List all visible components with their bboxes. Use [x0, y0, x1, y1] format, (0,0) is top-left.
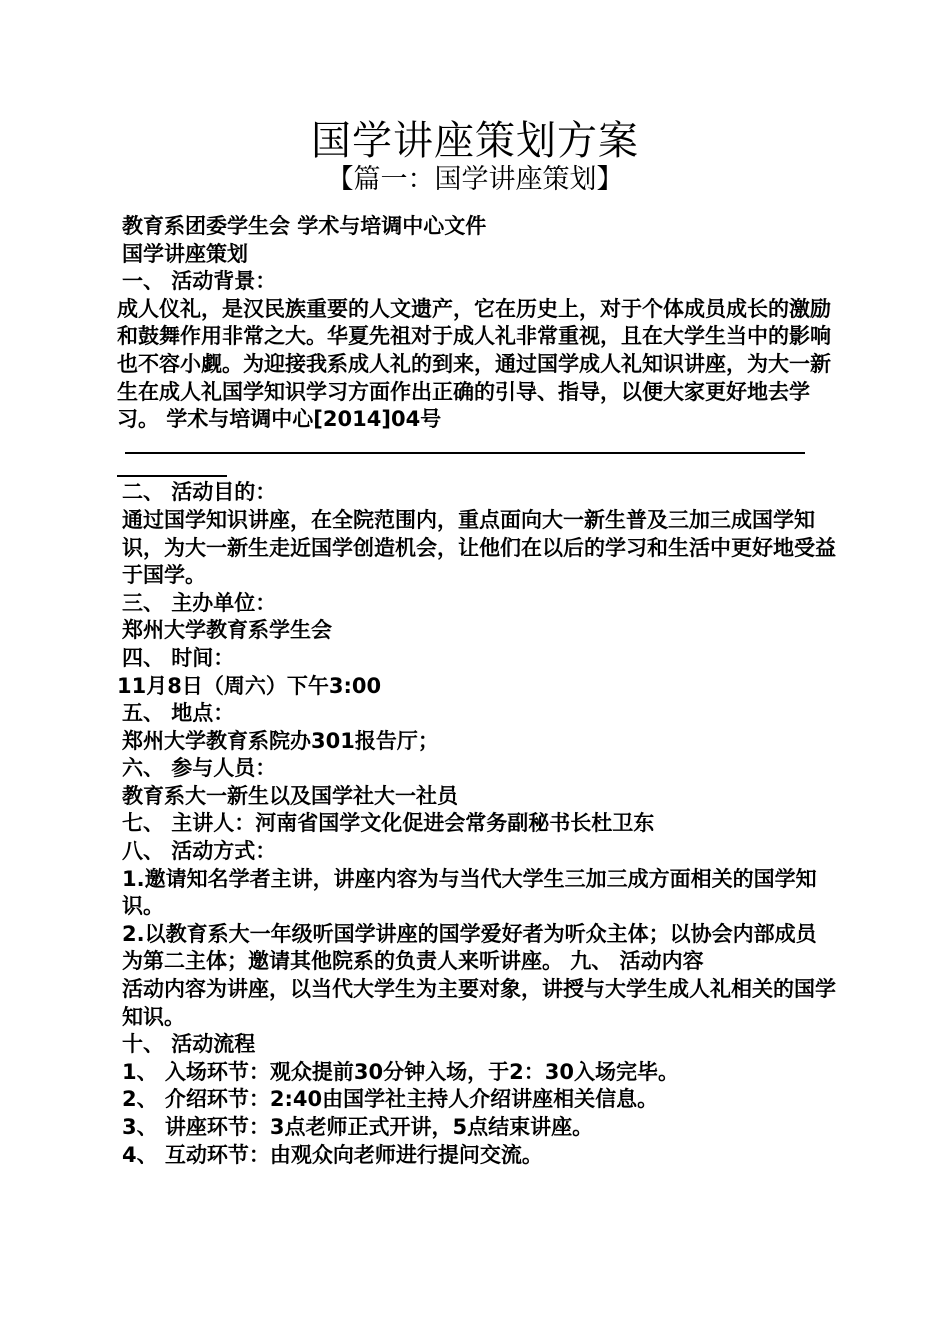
- background-text: 成人仪礼，是汉民族重要的人文遗产，它在历史上，对于个体成员成长的激励和鼓舞作用非常之大。华夏先祖对于成人礼非常重视，且在大学生当中的影响也不容小觑。为迎接我系成人礼的到来，通过国学成人礼知识讲座，为大一新生在成人礼国学知识学习方面作出正确的引导、指导，以便大家更好地去学习。 学术与培调中心[2014]04号: [117, 296, 831, 432]
- section-text-1: [117, 296, 837, 462]
- method-item-1: 1.邀请知名学者主讲，讲座内容为与当代大学生三加三成方面相关的国学知识。: [122, 866, 817, 919]
- section-heading-3: 三、 主办单位：: [122, 590, 277, 615]
- process-step-2: 2、 介绍环节：2:40由国学社主持人介绍讲座相关信息。: [122, 1087, 659, 1112]
- section-text-5: 郑州大学教育系院办301报告厅；: [122, 728, 439, 753]
- section-heading-5: 五、 地点：: [122, 701, 235, 726]
- underline-rule-short: [117, 461, 227, 477]
- section-heading-10: 十、 活动流程: [122, 1032, 256, 1057]
- document-body: [117, 213, 837, 1169]
- section-text-6: 教育系大一新生以及国学社大一社员: [122, 783, 458, 808]
- process-step-4: 4、 互动环节：由观众向老师进行提问交流。: [122, 1142, 543, 1167]
- process-step-1: 1、 入场环节：观众提前30分钟入场，于2：30入场完毕。: [122, 1059, 679, 1084]
- underline-rule: [125, 438, 805, 454]
- section-text-3: 郑州大学教育系学生会: [122, 618, 332, 643]
- section-heading-7: 七、 主讲人：河南省国学文化促进会常务副秘书长杜卫东: [122, 811, 655, 836]
- section-text-9: 活动内容为讲座，以当代大学生为主要对象，讲授与大学生成人礼相关的国学知识。: [122, 977, 836, 1029]
- doc-name: 国学讲座策划: [122, 241, 248, 266]
- method-item-2: 2.以教育系大一年级听国学讲座的国学爱好者为听众主体；以协会内部成员为第二主体；邀请其他院系的负责人来听讲座。 九、 活动内容: [122, 921, 817, 974]
- document-title: 国学讲座策划方案: [311, 118, 639, 164]
- org-header: 教育系团委学生会 学术与培调中心文件: [122, 214, 487, 238]
- document-subtitle: 【篇一：国学讲座策划】: [326, 164, 624, 195]
- section-heading-6: 六、 参与人员：: [122, 756, 277, 781]
- section-heading-2: 二、 活动目的：: [122, 480, 277, 505]
- section-heading-1: 一、 活动背景：: [122, 269, 277, 294]
- section-text-4: 11月8日（周六）下午3:00: [117, 673, 382, 698]
- process-step-3: 3、 讲座环节：3点老师正式开讲，5点结束讲座。: [122, 1115, 594, 1139]
- section-heading-4: 四、 时间：: [122, 645, 235, 670]
- section-text-2: 通过国学知识讲座，在全院范围内，重点面向大一新生普及三加三成国学知识，为大一新生走近国学创造机会，让他们在以后的学习和生活中更好地受益于国学。: [122, 507, 836, 588]
- section-heading-8: 八、 活动方式：: [122, 839, 277, 864]
